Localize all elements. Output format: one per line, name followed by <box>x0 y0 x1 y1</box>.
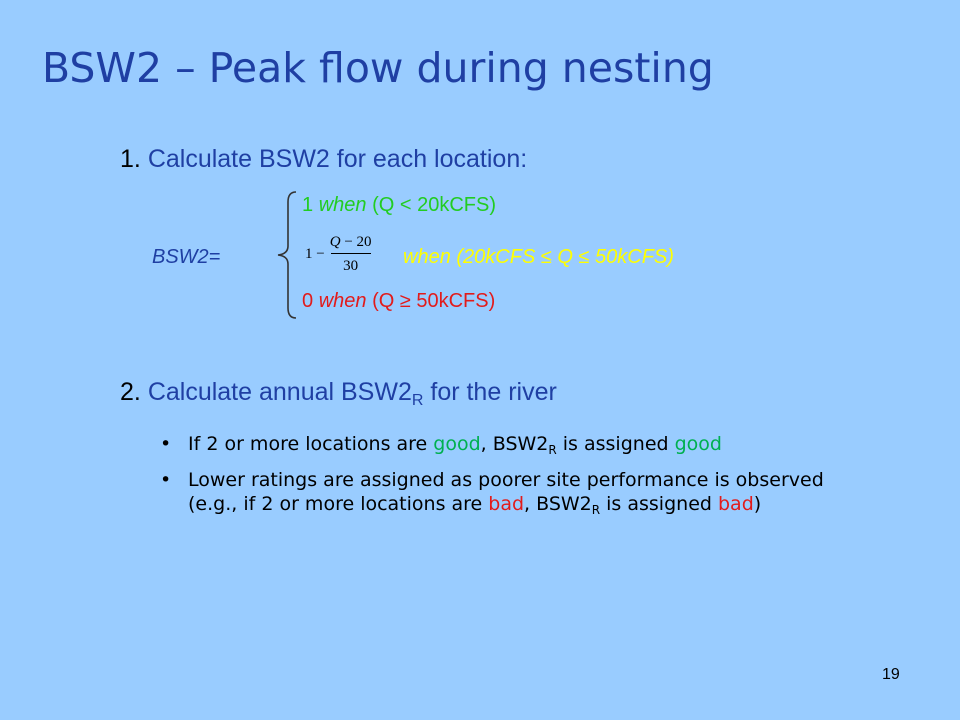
step-2-text: Calculate annual BSW2 <box>147 378 412 406</box>
bullet-2-text-3: is assigned <box>600 493 718 515</box>
bullet-1-text: If 2 or more locations are <box>188 433 434 455</box>
step-1-text: Calculate BSW2 for each location: <box>147 145 528 173</box>
bullet-item-1 <box>160 432 860 456</box>
formula-lhs: BSW2= <box>152 246 221 268</box>
bullet-2-bad-2: bad <box>717 493 754 515</box>
fraction <box>328 234 374 275</box>
left-brace-icon <box>266 190 302 320</box>
case-1-value: 1 <box>302 194 314 216</box>
step-1 <box>120 145 527 174</box>
page-number: 19 <box>882 666 900 683</box>
bullet-2-text-4: ) <box>753 493 762 515</box>
bullet-list <box>160 432 860 528</box>
bullet-item-2 <box>160 468 860 516</box>
case-3-value: 0 <box>302 290 314 312</box>
slide-title: BSW2 – Peak flow during nesting <box>42 44 714 92</box>
case-2-condition: (20kCFS ≤ Q ≤ 50kCFS) <box>456 246 674 268</box>
formula-case-1 <box>302 194 496 217</box>
bullet-1-text-2: , BSW2 <box>480 433 549 455</box>
bullet-2-subscript: R <box>591 503 601 517</box>
bullet-1-subscript: R <box>548 443 557 457</box>
formula-case-3 <box>302 290 495 313</box>
case-3-when: when <box>318 290 367 312</box>
numerator-variable: Q <box>329 233 341 250</box>
bullet-2-text-2: , BSW2 <box>524 493 592 515</box>
fraction-denominator: 30 <box>343 257 359 274</box>
case-1-when: when <box>318 194 367 216</box>
step-1-number: 1. <box>120 145 141 173</box>
formula-case-2 <box>403 246 674 269</box>
bullet-2-text: Lower ratings are assigned as poorer site performance is observed (e.g., if 2 or more locations are <box>188 469 824 515</box>
step-2-subscript: R <box>411 392 424 409</box>
case-1-condition: (Q < 20kCFS) <box>372 194 496 216</box>
step-2-text-after: for the river <box>423 378 557 406</box>
case-2-when: when <box>403 246 451 268</box>
step-2-number: 2. <box>120 378 141 406</box>
case-3-condition: (Q ≥ 50kCFS) <box>372 290 496 312</box>
bullet-1-good-2: good <box>674 433 722 455</box>
bullet-1-good: good <box>433 433 481 455</box>
bullet-2-bad: bad <box>488 493 525 515</box>
fraction-numerator <box>328 234 374 253</box>
numerator-rest: − 20 <box>340 233 372 250</box>
formula-fraction <box>305 228 374 280</box>
bullet-1-text-3: is assigned <box>556 433 675 455</box>
bullet-dot-icon: • <box>160 433 172 455</box>
fraction-prefix: 1 − <box>305 245 325 262</box>
bullet-dot-icon: • <box>160 469 172 491</box>
step-2 <box>120 378 557 407</box>
